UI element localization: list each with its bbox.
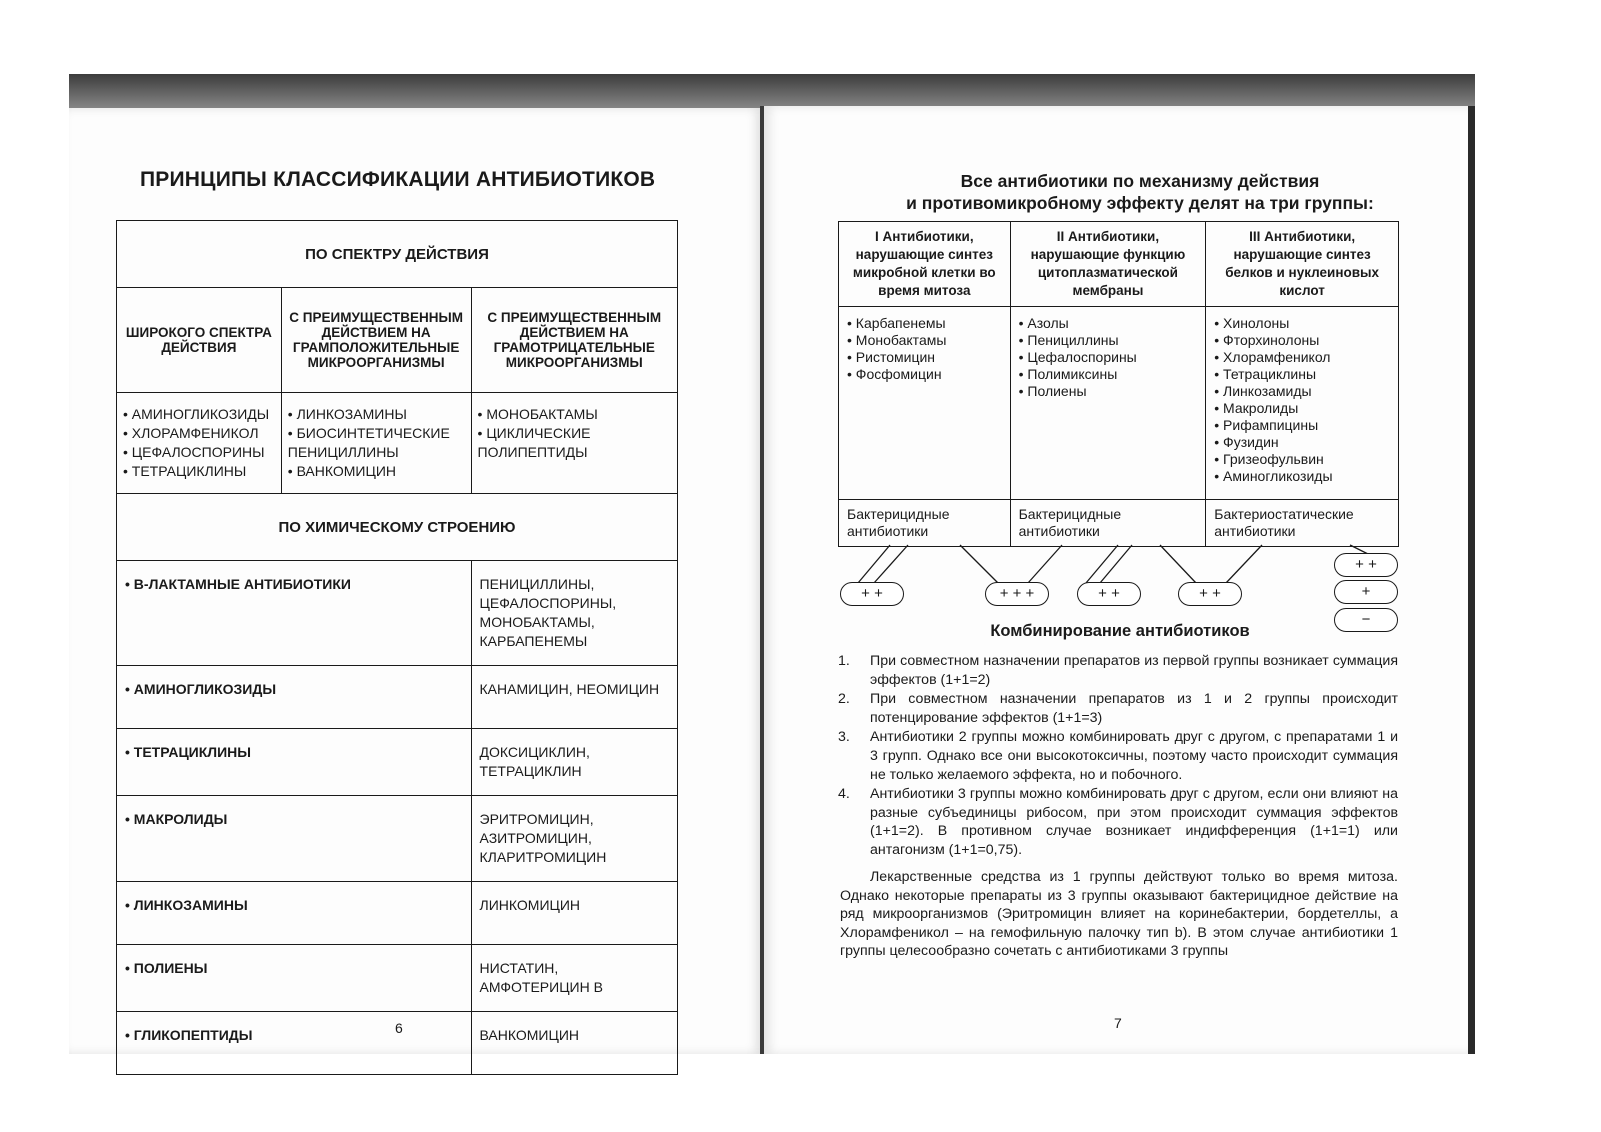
item-number: 1. — [838, 653, 850, 669]
list-item: • Хлорамфеникол — [1214, 349, 1390, 366]
item-number: 2. — [838, 691, 850, 708]
group-heading: II Антибиотики, нарушающие функцию цитоплазматической мембраны — [1010, 222, 1206, 307]
list-item: • Макролиды — [1214, 400, 1390, 417]
title-line: Все антибиотики по механизму действия — [960, 171, 1320, 191]
list-item: • ВАНКОМИЦИН — [288, 462, 465, 481]
item-text: При совместном назначении препаратов из 1 и 2 группы происходит потенцирование эффектов (1+1=3) — [870, 691, 1398, 726]
item-text: Антибиотики 3 группы можно комбинировать друг с другом, если они влияют на разные субъединицы рибосом, при этом происходит суммация эффектов (1+1=2). В противном случае возникает индифференция (1+1=1) или антагонизм (1+1=0,75). — [870, 786, 1398, 858]
chem-group: • B-ЛАКТАМНЫЕ АНТИБИОТИКИ — [117, 561, 472, 666]
group-list — [1206, 307, 1399, 500]
chem-examples: ЛИНКОМИЦИН — [471, 882, 677, 945]
list-item: • Рифампицины — [1214, 417, 1390, 434]
chem-examples: НИСТАТИН, АМФОТЕРИЦИН В — [471, 945, 677, 1012]
list-item: • Фузидин — [1214, 434, 1390, 451]
group-effect: Бактерицидные антибиотики — [839, 500, 1011, 547]
list-item: • Полиены — [1019, 383, 1198, 400]
combination-mark: + + — [1334, 553, 1398, 577]
spectrum-col-heading: С ПРЕИМУЩЕСТВЕННЫМ ДЕЙСТВИЕМ НА ГРАМПОЛОЖИТЕЛЬНЫЕ МИКРООРГАНИЗМЫ — [281, 288, 471, 393]
list-item — [838, 728, 1398, 784]
item-text: Антибиотики 2 группы можно комбинировать друг с другом, с препаратами 1 и 3 групп. Однако все они высокотоксичны, поэтому часто происходит суммация не только желаемого эффекта, но и побочного. — [870, 729, 1398, 783]
item-number: 3. — [838, 729, 850, 746]
left-page-title: ПРИНЦИПЫ КЛАССИФИКАЦИИ АНТИБИОТИКОВ — [140, 168, 656, 191]
group-effect: Бактерицидные антибиотики — [1010, 500, 1206, 547]
list-item: • ТЕТРАЦИКЛИНЫ — [123, 462, 275, 481]
list-item: • Пенициллины — [1019, 332, 1198, 349]
list-item: • БИОСИНТЕТИЧЕСКИЕ ПЕНИЦИЛЛИНЫ — [288, 424, 465, 462]
chem-examples: ЭРИТРОМИЦИН, АЗИТРОМИЦИН, КЛАРИТРОМИЦИН — [471, 796, 677, 882]
chem-examples: ВАНКОМИЦИН — [471, 1012, 677, 1075]
chem-group: • МАКРОЛИДЫ — [117, 796, 472, 882]
list-item: • Цефалоспорины — [1019, 349, 1198, 366]
chem-group: • ПОЛИЕНЫ — [117, 945, 472, 1012]
chem-group: • АМИНОГЛИКОЗИДЫ — [117, 666, 472, 729]
page-number-left: 6 — [395, 1020, 403, 1036]
chem-examples: ДОКСИЦИКЛИН, ТЕТРАЦИКЛИН — [471, 729, 677, 796]
page-number-right: 7 — [1114, 1015, 1122, 1031]
body-paragraph: Лекарственные средства из 1 группы действуют только во время митоза. Однако некоторые препараты из 3 группы оказывают бактерицидное действие на ряд микроорганизмов (Эритромицин влияет на коринебактерии, бордетеллы, а Хлорамфеникол – на гемофильную палочку тип b). В этом случае антибиотики 1 группы целесообразно сочетать с антибиотиками 3 группы — [840, 869, 1398, 960]
chem-examples: ПЕНИЦИЛЛИНЫ, ЦЕФАЛОСПОРИНЫ, МОНОБАКТАМЫ, КАРБАПЕНЕМЫ — [471, 561, 677, 666]
list-item: • Азолы — [1019, 315, 1198, 332]
spectrum-col-heading: С ПРЕИМУЩЕСТВЕННЫМ ДЕЙСТВИЕМ НА ГРАМОТРИЦАТЕЛЬНЫЕ МИКРООРГАНИЗМЫ — [471, 288, 677, 393]
list-item: • ЦЕФАЛОСПОРИНЫ — [123, 443, 275, 462]
spectrum-header: ПО СПЕКТРУ ДЕЙСТВИЯ — [117, 221, 678, 288]
list-item: • Линкозамиды — [1214, 383, 1390, 400]
item-text: При совместном назначении препаратов из первой группы возникает суммация эффектов (1+1=2) — [870, 653, 1398, 688]
combination-mark: + + + — [985, 582, 1049, 606]
right-page-title — [860, 170, 1420, 214]
chem-group: • ТЕТРАЦИКЛИНЫ — [117, 729, 472, 796]
combination-mark: − — [1334, 608, 1398, 632]
group-list — [1010, 307, 1206, 500]
title-line: и противомикробному эффекту делят на три группы: — [906, 193, 1374, 213]
group-list — [839, 307, 1011, 500]
combination-mark: + — [1334, 580, 1398, 604]
scan-top-shadow — [69, 74, 1475, 110]
list-item: • Карбапенемы — [847, 315, 1002, 332]
item-number: 4. — [838, 786, 850, 803]
mechanism-table — [838, 221, 1399, 547]
spectrum-col-heading: ШИРОКОГО СПЕКТРА ДЕЙСТВИЯ — [117, 288, 282, 393]
chem-group: • ГЛИКОПЕПТИДЫ — [117, 1012, 472, 1075]
list-item — [838, 652, 1398, 689]
combination-mark: + + — [1178, 582, 1242, 606]
list-item: • Монобактамы — [847, 332, 1002, 349]
spectrum-list — [471, 393, 677, 494]
group-heading: III Антибиотики, нарушающие синтез белков и нуклеиновых кислот — [1206, 222, 1399, 307]
list-item: • Хинолоны — [1214, 315, 1390, 332]
chemistry-header: ПО ХИМИЧЕСКОМУ СТРОЕНИЮ — [117, 494, 678, 561]
list-item: • Тетрациклины — [1214, 366, 1390, 383]
list-item: • ХЛОРАМФЕНИКОЛ — [123, 424, 275, 443]
list-item — [838, 690, 1398, 727]
list-item: • ЦИКЛИЧЕСКИЕ ПОЛИПЕПТИДЫ — [478, 424, 671, 462]
combination-list — [838, 652, 1398, 861]
list-item: • МОНОБАКТАМЫ — [478, 405, 671, 424]
group-effect: Бактериостатические антибиотики — [1206, 500, 1399, 547]
list-item: • Полимиксины — [1019, 366, 1198, 383]
combination-mark: + + — [840, 582, 904, 606]
list-item: • Гризеофульвин — [1214, 451, 1390, 468]
list-item: • ЛИНКОЗАМИНЫ — [288, 405, 465, 424]
list-item: • Аминогликозиды — [1214, 468, 1390, 485]
combination-mark: + + — [1077, 582, 1141, 606]
list-item — [838, 785, 1398, 859]
group-heading: I Антибиотики, нарушающие синтез микробной клетки во время митоза — [839, 222, 1011, 307]
combination-title: Комбинирование антибиотиков — [990, 622, 1250, 640]
spectrum-list — [281, 393, 471, 494]
scan-right-edge — [1468, 106, 1475, 1054]
list-item: • АМИНОГЛИКОЗИДЫ — [123, 405, 275, 424]
list-item: • Ристомицин — [847, 349, 1002, 366]
list-item: • Фосфомицин — [847, 366, 1002, 383]
list-item: • Фторхинолоны — [1214, 332, 1390, 349]
classification-table — [116, 220, 678, 1075]
chem-group: • ЛИНКОЗАМИНЫ — [117, 882, 472, 945]
chem-examples: КАНАМИЦИН, НЕОМИЦИН — [471, 666, 677, 729]
spectrum-list — [117, 393, 282, 494]
book-gutter — [760, 106, 764, 1054]
